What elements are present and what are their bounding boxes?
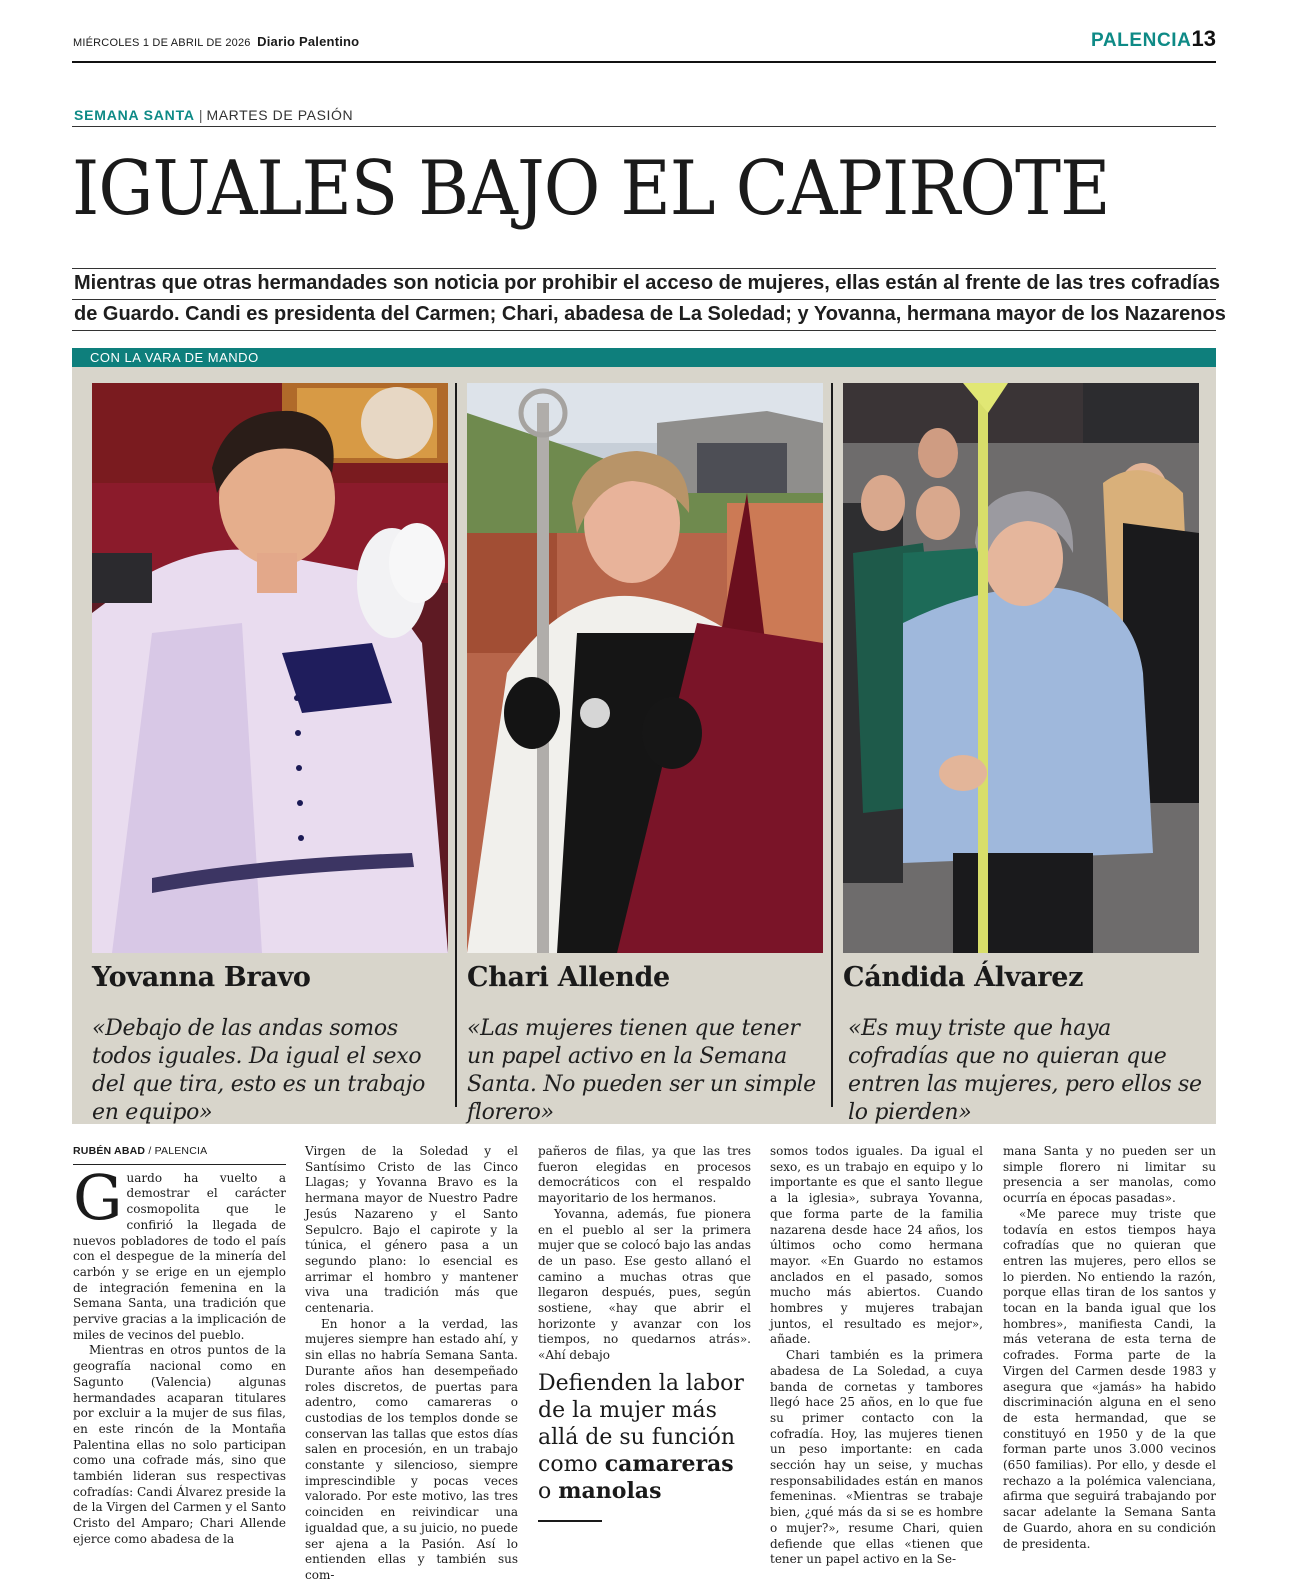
profile-name-3: Cándida Álvarez: [843, 962, 1084, 993]
article-paragraph: En honor a la verdad, las mujeres siempre han estado ahí, y sin ellas no habría Semana Santa. Durante años han desempeñado roles discretos, de puertas para adentro, como camareras o custodias de los templos donde se conservan las tallas que estos días salen en procesión, en un trabajo constante y silencioso, siempre imprescindible y pocas veces valorado. Por este motivo, las tres coinciden en reivindicar una igualdad que, a su juicio, no puede ser ajena a la Pasión. Así lo entienden ellas y también sus com-: [305, 1316, 518, 1582]
feature-band-label: CON LA VARA DE MANDO: [90, 350, 259, 365]
page-header-left: [73, 34, 359, 49]
profile-quote-1: «Debajo de las andas somos todos iguales. Da igual el sexo del que tira, esto es un trabajo en equipo»: [92, 1016, 426, 1125]
article-column-2: [305, 1144, 518, 1584]
kicker-separator: |: [198, 107, 203, 123]
header-page-number: 13: [1191, 26, 1216, 51]
header-newspaper-name: Diario Palentino: [257, 34, 360, 49]
article-column-3: [538, 1144, 751, 1364]
photo-yovanna-bravo: [92, 383, 448, 953]
headline: IGUALES BAJO EL CAPIROTE: [72, 144, 1110, 232]
feature-divider-1: [455, 383, 457, 1107]
profile-name-1: Yovanna Bravo: [92, 962, 311, 993]
article-paragraph: Mientras en otros puntos de la geografía nacional como en Sagunto (Valencia) algunas hermandades acaparan titulares por excluir a la mujer de sus filas, en este rincón de la Montaña Palentina ellas no solo participan como una cofrade más, sino que también lideran sus respectivas cofradías: Candi Álvarez preside la de la Virgen del Carmen y el Santo Cristo del Amparo; Chari Allende ejerce como abadesa de la: [73, 1343, 286, 1546]
article-column-5: [1003, 1144, 1216, 1552]
section-kicker: [74, 107, 353, 123]
feature-divider-2: [831, 383, 833, 1107]
article-paragraph: pañeros de filas, ya que las tres fueron elegidas en procesos democráticos con el respaldo mayoritario de los hermanos.: [538, 1144, 751, 1206]
article-column-1: [73, 1144, 286, 1548]
byline-author: RUBÉN ABAD: [73, 1145, 146, 1157]
pull-quote: [538, 1370, 753, 1505]
article-paragraph: Chari también es la primera abadesa de La Soledad, a cuya banda de cornetas y tambores llegó hace 25 años, en lo que fue su primer contacto con la cofradía. Hoy, las mujeres tienen un peso importante: en cada sección hay un seise, y muchas responsabilidades están en manos femeninas. «Mientras se trabaje bien, ¿qué más da si se es hombre o mujer?», resume Chari, quien defiende que ellas «tienen que tener un papel activo en la Se-: [770, 1348, 983, 1567]
profile-quote-2: «Las mujeres tienen que tener un papel activo en la Semana Santa. No pueden ser un simple florero»: [467, 1016, 816, 1125]
drop-cap: G: [73, 1160, 123, 1234]
header-rule: [72, 61, 1216, 63]
subheadline-line-2: de Guardo. Candi es presidenta del Carmen; Chari, abadesa de La Soledad; y Yovanna, hermana mayor de los Nazarenos: [74, 303, 1226, 325]
article-paragraph: mana Santa y no pueden ser un simple florero ni limitar su presencia a ser manolas, como ocurría en épocas pasadas».: [1003, 1144, 1216, 1206]
profile-name-2: Chari Allende: [467, 962, 670, 993]
article-paragraph: «Me parece muy triste que todavía en estos tiempos haya cofradías que no quieran que entren las mujeres, pero ellos se lo pierden. No entiendo la razón, porque ellas tiran de los santos y tocan en la banda igual que los hombres», manifiesta Candi, la más veterana de esta terna de cofrades. Forma parte de la Virgen del Carmen desde 1983 y asegura que «jamás» ha habido discriminación alguna en el seno de esta hermandad, que se constituyó en 1950 y de la que forman parte unos 3.000 vecinos (650 familias). Por ello, y desde el rechazo a la polémica valenciana, afirma que seguirá trabajando por sacar adelante la Semana Santa de Guardo, ahora en su condición de presidenta.: [1003, 1206, 1216, 1551]
pull-quote-rule: [538, 1520, 602, 1522]
byline-location: PALENCIA: [154, 1145, 208, 1157]
kicker-rule: [72, 126, 1216, 127]
pull-quote-bold-2: manolas: [558, 1478, 662, 1504]
article-paragraph: uardo ha vuelto a demostrar el carácter cosmopolita que le confirió la llegada de nuevos pobladores de todo el país con el despegue de la minería del carbón y se erige en un ejemplo de integración femenina en la Semana Santa, una tradición que pervive gracias a la implicación de miles de vecinos del pueblo.: [73, 1170, 286, 1342]
header-section: PALENCIA: [1091, 30, 1192, 51]
article-column-4: [770, 1144, 983, 1568]
kicker-section: SEMANA SANTA: [74, 107, 195, 123]
profile-quote-3: «Es muy triste que haya cofradías que no quieran que entren las mujeres, pero ellos se lo pierden»: [848, 1016, 1202, 1125]
byline-separator: /: [145, 1145, 155, 1157]
header-date: MIÉRCOLES 1 DE ABRIL DE 2026: [73, 37, 251, 49]
photo-chari-allende: [467, 383, 823, 953]
pull-quote-text: Defienden la labor de la mujer más allá de su función como: [538, 1371, 744, 1477]
page-header-right: [1091, 26, 1216, 52]
subheadline-rule-bottom: [72, 330, 1216, 331]
photo-candida-alvarez: [843, 383, 1199, 953]
kicker-subsection: MARTES DE PASIÓN: [206, 107, 354, 123]
article-paragraph: Virgen de la Soledad y el Santísimo Cristo de las Cinco Llagas; y Yovanna Bravo es la hermana mayor de Nuestro Padre Jesús Nazareno y el Santo Sepulcro. Bajo el capirote y la túnica, el género pasa a un segundo plano: lo esencial es arrimar el hombro y mantener viva una tradición más que centenaria.: [305, 1144, 518, 1316]
pull-quote-bold-1: camareras: [604, 1451, 734, 1477]
subheadline-line-1: Mientras que otras hermandades son noticia por prohibir el acceso de mujeres, ellas están al frente de las tres cofradías: [74, 272, 1220, 294]
pull-quote-connector: o: [538, 1479, 552, 1504]
article-paragraph: somos todos iguales. Da igual el sexo, es un trabajo en equipo y lo importante es que el santo llegue a la iglesia», subraya Yovanna, que forma parte de la familia nazarena desde hace 24 años, los últimos ocho como hermana mayor. «En Guardo no estamos anclados en el pasado, somos mucho más abiertos. Cuando hombres y mujeres trabajan juntos, el resultado es mejor», añade.: [770, 1144, 983, 1347]
article-paragraph: Yovanna, además, fue pionera en el pueblo al ser la primera mujer que se colocó bajo las andas de un paso. Ese gesto allanó el camino a muchas otras que llegaron después, pues, según sostiene, «hay que abrir el horizonte y avanzar con los tiempos, no quedarnos atrás». «Ahí debajo: [538, 1206, 751, 1363]
